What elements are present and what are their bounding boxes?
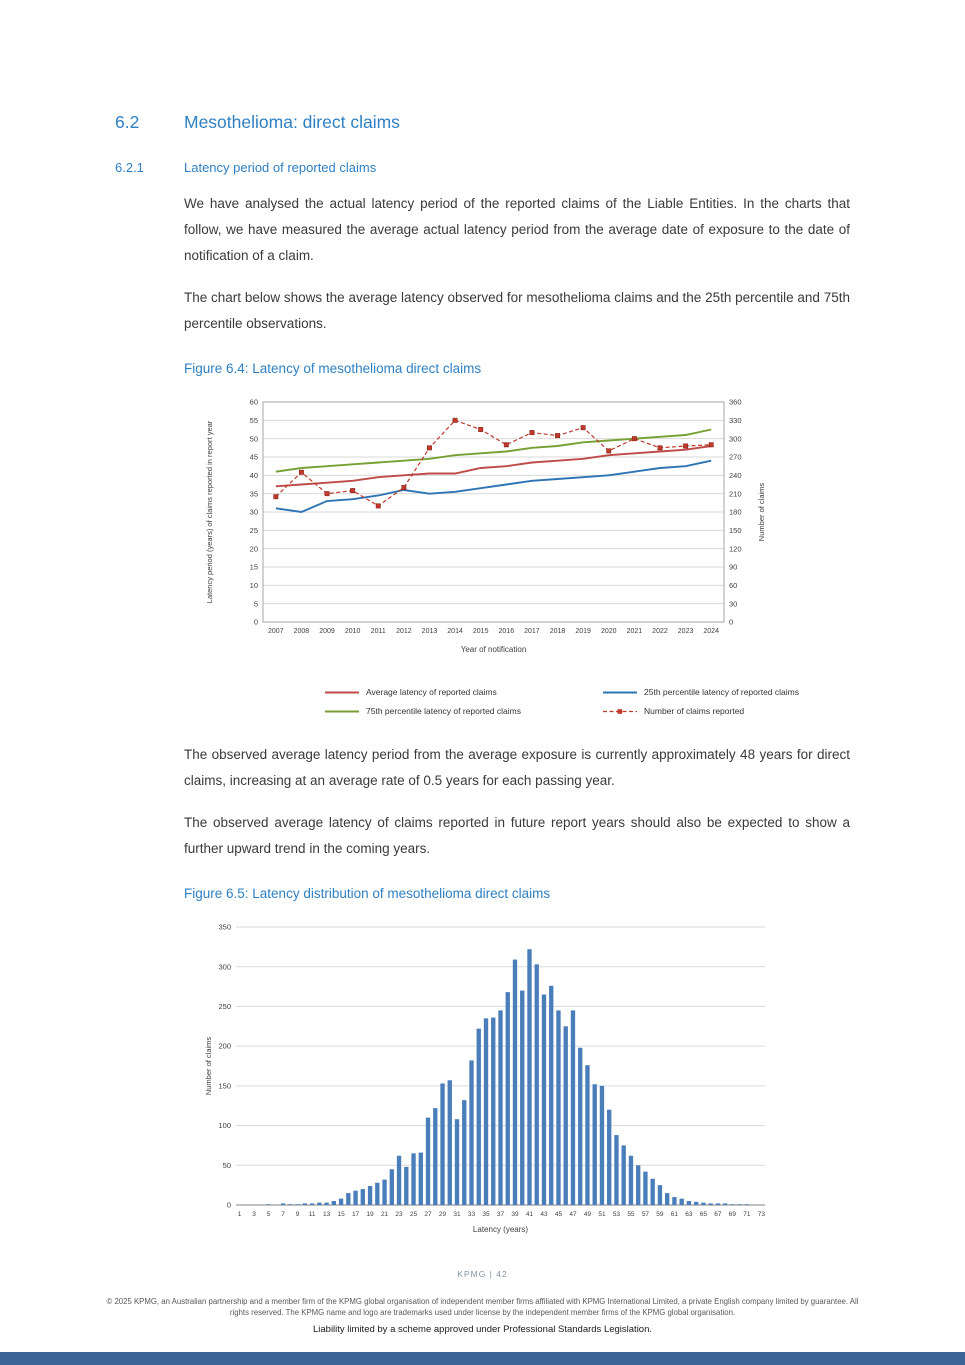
- svg-text:51: 51: [598, 1211, 606, 1218]
- footer-brand-page: KPMG | 42: [457, 1269, 508, 1279]
- svg-text:27: 27: [424, 1211, 432, 1218]
- svg-text:300: 300: [218, 962, 231, 972]
- latency-line-chart-svg: [202, 392, 772, 672]
- svg-text:60: 60: [729, 580, 738, 590]
- legend-item: [324, 687, 602, 697]
- svg-text:5: 5: [266, 1211, 271, 1218]
- svg-text:57: 57: [641, 1211, 650, 1218]
- legend-swatch-icon: [324, 707, 360, 716]
- figure-caption: Figure 6.5: Latency distribution of mesothelioma direct claims: [184, 886, 551, 901]
- svg-text:2011: 2011: [370, 628, 386, 635]
- svg-text:2013: 2013: [421, 628, 438, 635]
- svg-text:17: 17: [351, 1211, 360, 1218]
- svg-text:65: 65: [699, 1211, 708, 1218]
- section-heading: [115, 112, 850, 133]
- svg-text:Year of notification: Year of notification: [460, 645, 527, 654]
- svg-text:7: 7: [281, 1211, 285, 1218]
- svg-text:100: 100: [218, 1121, 231, 1131]
- svg-text:2021: 2021: [626, 628, 643, 635]
- latency-distribution-bar-chart-svg: [202, 917, 777, 1247]
- svg-text:Number of claims: Number of claims: [204, 1036, 213, 1096]
- svg-text:210: 210: [729, 489, 742, 499]
- svg-text:13: 13: [322, 1211, 331, 1218]
- latency-distribution-bar-chart: [202, 917, 850, 1252]
- body-paragraph: The observed average latency period from the average exposure is currently approximately 48 years for direct claims, increasing at an average rate of 0.5 years for each passing year.: [184, 747, 850, 788]
- svg-text:33: 33: [467, 1211, 476, 1218]
- svg-text:45: 45: [249, 452, 258, 462]
- svg-text:2020: 2020: [600, 628, 617, 635]
- body-paragraph: We have analysed the actual latency period of the reported claims of the Liable Entities. In the charts that follow, we have measured the average actual latency period from the average date of exposure to the date of notification of a claim.: [184, 196, 850, 263]
- subsection-title: Latency period of reported claims: [184, 160, 377, 175]
- latency-line-chart: [202, 392, 850, 716]
- section-number: 6.2: [115, 112, 140, 132]
- svg-text:2022: 2022: [652, 628, 668, 635]
- svg-text:0: 0: [253, 617, 258, 627]
- svg-text:73: 73: [757, 1211, 765, 1218]
- svg-text:67: 67: [714, 1211, 722, 1218]
- svg-text:50: 50: [249, 434, 258, 444]
- svg-text:71: 71: [743, 1211, 751, 1218]
- svg-text:21: 21: [380, 1211, 389, 1218]
- body-paragraph: The chart below shows the average latency observed for mesothelioma claims and the 25th percentile and 75th percentile observations.: [184, 290, 850, 331]
- svg-text:10: 10: [249, 580, 258, 590]
- svg-text:55: 55: [249, 415, 258, 425]
- svg-text:11: 11: [308, 1211, 316, 1218]
- svg-text:350: 350: [218, 922, 231, 932]
- svg-text:120: 120: [729, 544, 742, 554]
- legend-swatch-icon: [602, 688, 638, 697]
- svg-text:3: 3: [252, 1211, 256, 1218]
- svg-text:330: 330: [729, 415, 742, 425]
- svg-text:150: 150: [729, 525, 742, 535]
- svg-text:25: 25: [249, 525, 258, 535]
- svg-text:2016: 2016: [498, 628, 515, 635]
- svg-text:270: 270: [729, 452, 742, 462]
- svg-text:49: 49: [583, 1211, 592, 1218]
- svg-text:2007: 2007: [268, 628, 284, 635]
- svg-text:2009: 2009: [319, 628, 335, 635]
- svg-text:47: 47: [569, 1211, 577, 1218]
- page-content: [115, 0, 850, 1252]
- svg-text:90: 90: [729, 562, 738, 572]
- chart-legend: [324, 687, 850, 716]
- svg-text:15: 15: [337, 1211, 345, 1218]
- svg-text:30: 30: [729, 599, 738, 609]
- svg-text:0: 0: [226, 1200, 231, 1210]
- svg-text:35: 35: [482, 1211, 490, 1218]
- svg-text:Latency period (years) of clai: Latency period (years) of claims reported in report year: [205, 420, 214, 604]
- svg-text:55: 55: [627, 1211, 635, 1218]
- liability-text: Liability limited by a scheme approved under Professional Standards Legislation.: [312, 1324, 653, 1335]
- section-title: Mesothelioma: direct claims: [184, 112, 400, 132]
- svg-text:240: 240: [729, 470, 742, 480]
- svg-text:360: 360: [729, 397, 742, 407]
- legend-item: [602, 687, 850, 697]
- svg-text:2010: 2010: [344, 628, 361, 635]
- svg-text:63: 63: [685, 1211, 693, 1218]
- svg-text:39: 39: [511, 1211, 519, 1218]
- svg-text:9: 9: [295, 1211, 300, 1218]
- svg-text:30: 30: [249, 507, 258, 517]
- svg-text:250: 250: [218, 1002, 231, 1012]
- svg-text:40: 40: [249, 470, 258, 480]
- copyright-text: © 2025 KPMG, an Australian partnership and a member firm of the KPMG global organisation of independent member firms affiliated with KPMG International Limited, a private English company limited by guarantee. All rights reserved. The KPMG name and logo are trademarks used under license by the independent member firms of the KPMG global organisation.: [106, 1297, 859, 1318]
- svg-text:180: 180: [729, 507, 742, 517]
- svg-text:19: 19: [366, 1211, 374, 1218]
- svg-text:37: 37: [496, 1211, 505, 1218]
- legend-swatch-icon: [324, 688, 360, 697]
- svg-text:2014: 2014: [447, 628, 463, 635]
- svg-text:2008: 2008: [293, 628, 310, 635]
- svg-text:25: 25: [409, 1211, 418, 1218]
- svg-text:35: 35: [249, 489, 258, 499]
- svg-text:15: 15: [249, 562, 258, 572]
- legend-label: 75th percentile latency of reported claims: [366, 706, 521, 716]
- svg-text:2018: 2018: [549, 628, 566, 635]
- body-paragraph: The observed average latency of claims reported in future report years should also be expected to show a further upward trend in the coming years.: [184, 815, 850, 856]
- legend-label: 25th percentile latency of reported claims: [644, 687, 799, 697]
- figure-caption: Figure 6.4: Latency of mesothelioma direct claims: [184, 361, 482, 376]
- svg-text:2023: 2023: [677, 628, 694, 635]
- svg-text:53: 53: [612, 1211, 621, 1218]
- svg-text:Number of claims: Number of claims: [757, 482, 766, 542]
- svg-text:41: 41: [525, 1211, 534, 1218]
- subsection-number: 6.2.1: [115, 160, 144, 175]
- svg-text:1: 1: [237, 1211, 242, 1218]
- svg-text:43: 43: [540, 1211, 548, 1218]
- svg-text:31: 31: [453, 1211, 461, 1218]
- legend-label: Number of claims reported: [644, 706, 745, 716]
- legend-item: [602, 706, 850, 716]
- svg-text:Latency (years): Latency (years): [472, 1225, 529, 1234]
- svg-text:50: 50: [222, 1160, 231, 1170]
- svg-text:2019: 2019: [575, 628, 591, 635]
- svg-text:45: 45: [554, 1211, 563, 1218]
- svg-text:5: 5: [253, 599, 258, 609]
- svg-text:60: 60: [249, 397, 258, 407]
- svg-text:59: 59: [656, 1211, 664, 1218]
- svg-text:0: 0: [729, 617, 734, 627]
- svg-text:29: 29: [438, 1211, 447, 1218]
- svg-text:150: 150: [218, 1081, 231, 1091]
- svg-text:300: 300: [729, 434, 742, 444]
- subsection-heading: [115, 160, 850, 175]
- legend-swatch-icon: [602, 707, 638, 716]
- svg-text:23: 23: [395, 1211, 403, 1218]
- footer-color-bar: [0, 1352, 965, 1365]
- legend-item: [324, 706, 602, 716]
- legend-label: Average latency of reported claims: [366, 687, 497, 697]
- svg-text:20: 20: [249, 544, 258, 554]
- svg-text:2024: 2024: [703, 628, 719, 635]
- svg-text:2012: 2012: [396, 628, 412, 635]
- svg-text:2017: 2017: [524, 628, 540, 635]
- svg-text:61: 61: [670, 1211, 679, 1218]
- svg-text:200: 200: [218, 1041, 231, 1051]
- svg-text:69: 69: [728, 1211, 737, 1218]
- svg-text:2015: 2015: [472, 628, 489, 635]
